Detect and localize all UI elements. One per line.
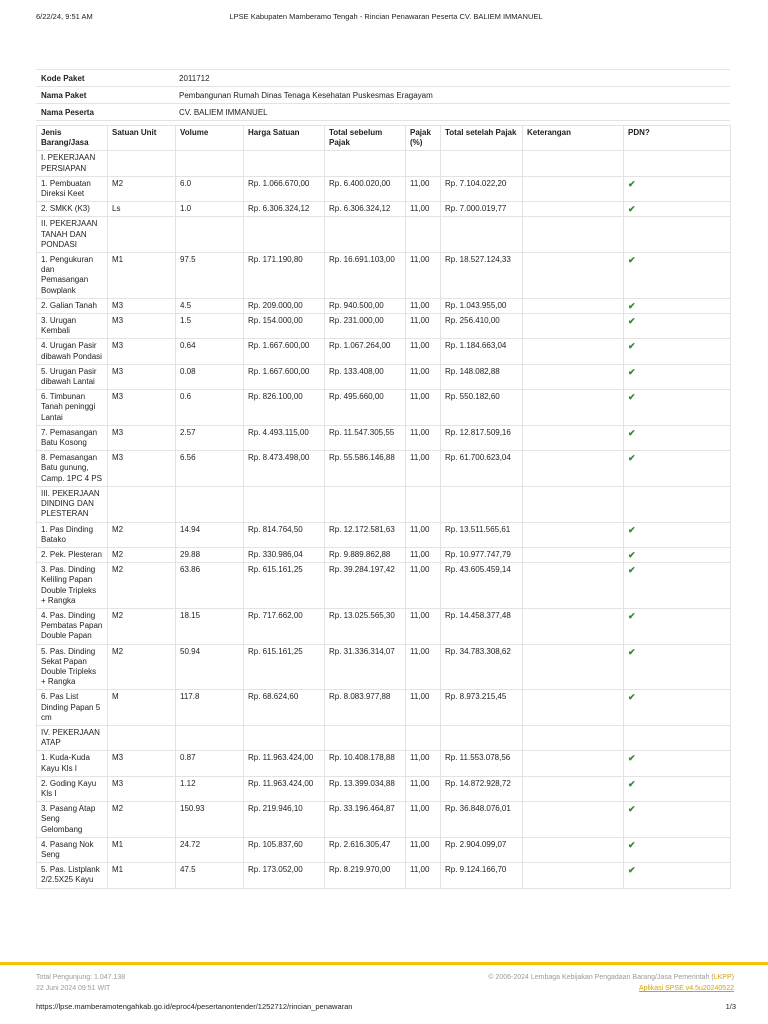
cell-jenis: 5. Pas. Listplank 2/2.5X25 Kayu bbox=[37, 863, 108, 888]
table-row bbox=[37, 425, 731, 450]
cell-satuan: M2 bbox=[108, 522, 176, 547]
cell-pajak: 11,00 bbox=[406, 451, 441, 487]
cell-keterangan bbox=[523, 339, 624, 364]
cell-volume: 1.5 bbox=[176, 314, 244, 339]
cell-pajak: 11,00 bbox=[406, 314, 441, 339]
cell-jenis: 4. Pasang Nok Seng bbox=[37, 837, 108, 862]
cell-jenis: 1. Pas Dinding Batako bbox=[37, 522, 108, 547]
table-row bbox=[37, 486, 731, 522]
table-row bbox=[37, 863, 731, 888]
cell-pajak bbox=[406, 151, 441, 176]
cell-jenis: 3. Pasang Atap Seng Gelombang bbox=[37, 802, 108, 838]
cell-keterangan bbox=[523, 176, 624, 201]
cell-total-setelah bbox=[441, 486, 523, 522]
cell-satuan: M3 bbox=[108, 298, 176, 313]
table-row bbox=[37, 725, 731, 750]
cell-total-sebelum: Rp. 13.399.034,88 bbox=[325, 776, 406, 801]
cell-jenis: I. PEKERJAAN PERSIAPAN bbox=[37, 151, 108, 176]
cell-keterangan bbox=[523, 563, 624, 609]
pdn-check-icon: ✔ bbox=[624, 202, 731, 217]
cell-harga-satuan: Rp. 173.052,00 bbox=[244, 863, 325, 888]
cell-harga-satuan: Rp. 826.100,00 bbox=[244, 390, 325, 426]
cell-harga-satuan: Rp. 717.662,00 bbox=[244, 608, 325, 644]
cell-keterangan bbox=[523, 751, 624, 776]
cell-pdn bbox=[624, 725, 731, 750]
cell-keterangan bbox=[523, 202, 624, 217]
pdn-check-icon: ✔ bbox=[624, 802, 731, 838]
table-body bbox=[37, 151, 731, 888]
cell-pajak bbox=[406, 486, 441, 522]
cell-volume: 150.93 bbox=[176, 802, 244, 838]
cell-satuan: M3 bbox=[108, 314, 176, 339]
cell-harga-satuan: Rp. 6.306.324,12 bbox=[244, 202, 325, 217]
cell-keterangan bbox=[523, 776, 624, 801]
cell-total-sebelum: Rp. 8.219.970,00 bbox=[325, 863, 406, 888]
cell-pajak: 11,00 bbox=[406, 425, 441, 450]
print-url: https://lpse.mamberamotengahkab.go.id/eproc4/pesertanontender/1252712/rincian_penawaran bbox=[36, 1002, 353, 1011]
cell-jenis: 1. Pengukuran dan Pemasangan Bowplank bbox=[37, 253, 108, 299]
app-version-link[interactable]: Aplikasi SPSE v4.5u20240522 bbox=[639, 985, 734, 992]
cell-satuan: M2 bbox=[108, 608, 176, 644]
cell-pajak: 11,00 bbox=[406, 176, 441, 201]
cell-keterangan bbox=[523, 863, 624, 888]
cell-volume: 63.86 bbox=[176, 563, 244, 609]
pdn-check-icon: ✔ bbox=[624, 547, 731, 562]
header-volume: Volume bbox=[176, 126, 244, 151]
print-page-title: LPSE Kabupaten Mamberamo Tengah - Rincian Penawaran Peserta CV. BALIEM IMMANUEL bbox=[229, 12, 543, 21]
cell-total-setelah bbox=[441, 217, 523, 253]
cell-jenis: 6. Pas List Dinding Papan 5 cm bbox=[37, 690, 108, 726]
table-row bbox=[37, 339, 731, 364]
pdn-check-icon: ✔ bbox=[624, 644, 731, 690]
cell-keterangan bbox=[523, 425, 624, 450]
cell-volume: 24.72 bbox=[176, 837, 244, 862]
cell-volume: 97.5 bbox=[176, 253, 244, 299]
offer-items-table bbox=[36, 125, 731, 889]
cell-jenis: 3. Pas. Dinding Keliling Papan Double Tripleks + Rangka bbox=[37, 563, 108, 609]
cell-jenis: 7. Pemasangan Batu Kosong bbox=[37, 425, 108, 450]
info-value: 2011712 bbox=[174, 70, 730, 87]
cell-total-setelah: Rp. 34.783.308,62 bbox=[441, 644, 523, 690]
cell-satuan: M3 bbox=[108, 364, 176, 389]
cell-total-sebelum: Rp. 1.067.264,00 bbox=[325, 339, 406, 364]
cell-total-setelah: Rp. 1.184.663,04 bbox=[441, 339, 523, 364]
header-pajak: Pajak (%) bbox=[406, 126, 441, 151]
cell-total-sebelum bbox=[325, 725, 406, 750]
cell-jenis: 2. Goding Kayu Kls I bbox=[37, 776, 108, 801]
cell-harga-satuan bbox=[244, 486, 325, 522]
cell-satuan bbox=[108, 151, 176, 176]
cell-pajak: 11,00 bbox=[406, 802, 441, 838]
table-row bbox=[37, 751, 731, 776]
cell-volume: 4.5 bbox=[176, 298, 244, 313]
cell-volume: 6.56 bbox=[176, 451, 244, 487]
table-row bbox=[37, 253, 731, 299]
cell-volume bbox=[176, 217, 244, 253]
cell-harga-satuan: Rp. 105.837,60 bbox=[244, 837, 325, 862]
cell-jenis: 8. Pemasangan Batu gunung, Camp. 1PC 4 PS bbox=[37, 451, 108, 487]
cell-satuan: M3 bbox=[108, 339, 176, 364]
cell-satuan: M1 bbox=[108, 863, 176, 888]
print-footer bbox=[36, 1002, 736, 1012]
cell-harga-satuan: Rp. 154.000,00 bbox=[244, 314, 325, 339]
cell-keterangan bbox=[523, 298, 624, 313]
cell-harga-satuan bbox=[244, 217, 325, 253]
cell-keterangan bbox=[523, 802, 624, 838]
cell-jenis: IV. PEKERJAAN ATAP bbox=[37, 725, 108, 750]
footer-left bbox=[36, 972, 125, 994]
pdn-check-icon: ✔ bbox=[624, 339, 731, 364]
cell-total-sebelum bbox=[325, 486, 406, 522]
cell-harga-satuan: Rp. 615.161,25 bbox=[244, 563, 325, 609]
cell-jenis: 5. Pas. Dinding Sekat Papan Double Tripleks + Rangka bbox=[37, 644, 108, 690]
page-number: 1/3 bbox=[725, 1002, 736, 1011]
pdn-check-icon: ✔ bbox=[624, 364, 731, 389]
cell-jenis: 6. Timbunan Tanah peninggi Lantai bbox=[37, 390, 108, 426]
cell-pajak: 11,00 bbox=[406, 690, 441, 726]
cell-volume: 0.64 bbox=[176, 339, 244, 364]
cell-volume bbox=[176, 486, 244, 522]
cell-total-sebelum: Rp. 10.408.178,88 bbox=[325, 751, 406, 776]
table-row bbox=[37, 217, 731, 253]
pdn-check-icon: ✔ bbox=[624, 522, 731, 547]
cell-volume: 2.57 bbox=[176, 425, 244, 450]
table-row bbox=[37, 563, 731, 609]
pdn-check-icon: ✔ bbox=[624, 253, 731, 299]
cell-pajak bbox=[406, 725, 441, 750]
cell-keterangan bbox=[523, 451, 624, 487]
cell-harga-satuan bbox=[244, 725, 325, 750]
cell-total-sebelum: Rp. 8.083.977,88 bbox=[325, 690, 406, 726]
table-row bbox=[37, 202, 731, 217]
lkpp-link[interactable]: LKPP bbox=[713, 974, 732, 981]
pdn-check-icon: ✔ bbox=[624, 176, 731, 201]
cell-satuan bbox=[108, 486, 176, 522]
pdn-check-icon: ✔ bbox=[624, 425, 731, 450]
table-row bbox=[37, 298, 731, 313]
visitor-count: Total Pengunjung: 1.047.138 bbox=[36, 974, 126, 981]
cell-pajak: 11,00 bbox=[406, 837, 441, 862]
cell-jenis: 3. Urugan Kembali bbox=[37, 314, 108, 339]
cell-total-sebelum: Rp. 12.172.581,63 bbox=[325, 522, 406, 547]
cell-total-setelah: Rp. 14.458.377,48 bbox=[441, 608, 523, 644]
table-row bbox=[37, 390, 731, 426]
cell-total-sebelum: Rp. 9.889.862,88 bbox=[325, 547, 406, 562]
cell-keterangan bbox=[523, 837, 624, 862]
cell-volume: 0.87 bbox=[176, 751, 244, 776]
site-footer bbox=[0, 962, 768, 1003]
cell-jenis: 1. Pembuatan Direksi Keet bbox=[37, 176, 108, 201]
cell-total-sebelum: Rp. 16.691.103,00 bbox=[325, 253, 406, 299]
cell-jenis: III. PEKERJAAN DINDING DAN PLESTERAN bbox=[37, 486, 108, 522]
pdn-check-icon: ✔ bbox=[624, 837, 731, 862]
cell-keterangan bbox=[523, 217, 624, 253]
cell-volume: 50.94 bbox=[176, 644, 244, 690]
cell-total-setelah bbox=[441, 151, 523, 176]
cell-total-setelah: Rp. 148.082,88 bbox=[441, 364, 523, 389]
cell-volume: 6.0 bbox=[176, 176, 244, 201]
cell-total-setelah: Rp. 11.553.078,56 bbox=[441, 751, 523, 776]
pdn-check-icon: ✔ bbox=[624, 451, 731, 487]
cell-satuan: M2 bbox=[108, 176, 176, 201]
cell-total-sebelum: Rp. 33.196.464,87 bbox=[325, 802, 406, 838]
cell-total-setelah: Rp. 14.872.928,72 bbox=[441, 776, 523, 801]
table-row bbox=[37, 151, 731, 176]
cell-pajak bbox=[406, 217, 441, 253]
cell-jenis: 2. Pek. Plesteran bbox=[37, 547, 108, 562]
cell-satuan: M1 bbox=[108, 837, 176, 862]
cell-total-setelah: Rp. 7.000.019,77 bbox=[441, 202, 523, 217]
cell-total-setelah: Rp. 13.511.565,61 bbox=[441, 522, 523, 547]
header-pdn: PDN? bbox=[624, 126, 731, 151]
cell-total-setelah: Rp. 10.977.747,79 bbox=[441, 547, 523, 562]
cell-total-setelah: Rp. 1.043.955,00 bbox=[441, 298, 523, 313]
cell-total-sebelum: Rp. 55.586.146,88 bbox=[325, 451, 406, 487]
cell-total-sebelum: Rp. 31.336.314,07 bbox=[325, 644, 406, 690]
cell-keterangan bbox=[523, 151, 624, 176]
cell-keterangan bbox=[523, 253, 624, 299]
footer-datetime: 22 Juni 2024 09:51 WIT bbox=[36, 985, 111, 992]
cell-total-setelah bbox=[441, 725, 523, 750]
cell-volume: 29.88 bbox=[176, 547, 244, 562]
cell-satuan: M2 bbox=[108, 563, 176, 609]
cell-jenis: 5. Urugan Pasir dibawah Lantai bbox=[37, 364, 108, 389]
header-total-sebelum: Total sebelum Pajak bbox=[325, 126, 406, 151]
cell-total-sebelum: Rp. 133.408,00 bbox=[325, 364, 406, 389]
cell-satuan: Ls bbox=[108, 202, 176, 217]
cell-keterangan bbox=[523, 725, 624, 750]
cell-total-sebelum: Rp. 11.547.305,55 bbox=[325, 425, 406, 450]
cell-total-sebelum: Rp. 13.025.565,30 bbox=[325, 608, 406, 644]
cell-harga-satuan: Rp. 1.667.600,00 bbox=[244, 364, 325, 389]
cell-total-sebelum: Rp. 495.660,00 bbox=[325, 390, 406, 426]
table-row bbox=[37, 837, 731, 862]
cell-harga-satuan: Rp. 11.963.424,00 bbox=[244, 751, 325, 776]
cell-total-setelah: Rp. 8.973.215,45 bbox=[441, 690, 523, 726]
cell-satuan: M3 bbox=[108, 390, 176, 426]
cell-keterangan bbox=[523, 486, 624, 522]
table-row bbox=[37, 314, 731, 339]
cell-pajak: 11,00 bbox=[406, 298, 441, 313]
pdn-check-icon: ✔ bbox=[624, 608, 731, 644]
cell-volume: 18.15 bbox=[176, 608, 244, 644]
cell-harga-satuan: Rp. 1.667.600,00 bbox=[244, 339, 325, 364]
cell-satuan: M3 bbox=[108, 776, 176, 801]
cell-keterangan bbox=[523, 644, 624, 690]
info-row bbox=[36, 104, 730, 121]
package-info-table bbox=[36, 69, 730, 121]
cell-total-setelah: Rp. 43.605.459,14 bbox=[441, 563, 523, 609]
cell-keterangan bbox=[523, 690, 624, 726]
pdn-check-icon: ✔ bbox=[624, 563, 731, 609]
header-jenis: Jenis Barang/Jasa bbox=[37, 126, 108, 151]
header-satuan: Satuan Unit bbox=[108, 126, 176, 151]
footer-copyright-line: © 2006-2024 Lembaga Kebijakan Pengadaan Barang/Jasa Pemerintah (LKPP) bbox=[488, 974, 734, 981]
cell-jenis: 4. Pas. Dinding Pembatas Papan Double Papan bbox=[37, 608, 108, 644]
cell-total-sebelum bbox=[325, 151, 406, 176]
cell-keterangan bbox=[523, 608, 624, 644]
info-label: Nama Paket bbox=[36, 87, 174, 104]
pdn-check-icon: ✔ bbox=[624, 314, 731, 339]
cell-pajak: 11,00 bbox=[406, 364, 441, 389]
cell-pajak: 11,00 bbox=[406, 563, 441, 609]
cell-volume: 117.8 bbox=[176, 690, 244, 726]
info-row bbox=[36, 70, 730, 87]
cell-total-setelah: Rp. 9.124.166,70 bbox=[441, 863, 523, 888]
cell-total-sebelum: Rp. 2.616.305,47 bbox=[325, 837, 406, 862]
table-row bbox=[37, 802, 731, 838]
table-row bbox=[37, 364, 731, 389]
cell-pajak: 11,00 bbox=[406, 776, 441, 801]
cell-volume bbox=[176, 725, 244, 750]
cell-total-setelah: Rp. 36.848.076,01 bbox=[441, 802, 523, 838]
cell-pajak: 11,00 bbox=[406, 863, 441, 888]
table-row bbox=[37, 451, 731, 487]
cell-pdn bbox=[624, 486, 731, 522]
cell-volume: 0.6 bbox=[176, 390, 244, 426]
cell-total-setelah: Rp. 550.182,60 bbox=[441, 390, 523, 426]
info-value: Pembangunan Rumah Dinas Tenaga Kesehatan Puskesmas Eragayam bbox=[174, 87, 730, 104]
header-harga: Harga Satuan bbox=[244, 126, 325, 151]
cell-total-sebelum: Rp. 940.500,00 bbox=[325, 298, 406, 313]
table-row bbox=[37, 547, 731, 562]
cell-harga-satuan: Rp. 1.066.670,00 bbox=[244, 176, 325, 201]
cell-jenis: 4. Urugan Pasir dibawah Pondasi bbox=[37, 339, 108, 364]
cell-total-sebelum: Rp. 231.000,00 bbox=[325, 314, 406, 339]
info-value: CV. BALIEM IMMANUEL bbox=[174, 104, 730, 121]
cell-pajak: 11,00 bbox=[406, 522, 441, 547]
copyright-text: © 2006-2024 Lembaga Kebijakan Pengadaan Barang/Jasa Pemerintah bbox=[488, 974, 710, 981]
cell-volume bbox=[176, 151, 244, 176]
cell-harga-satuan bbox=[244, 151, 325, 176]
table-row bbox=[37, 176, 731, 201]
cell-satuan bbox=[108, 725, 176, 750]
cell-total-setelah: Rp. 2.904.099,07 bbox=[441, 837, 523, 862]
cell-satuan: M3 bbox=[108, 425, 176, 450]
cell-harga-satuan: Rp. 814.764,50 bbox=[244, 522, 325, 547]
info-label: Kode Paket bbox=[36, 70, 174, 87]
cell-keterangan bbox=[523, 314, 624, 339]
cell-total-sebelum bbox=[325, 217, 406, 253]
cell-satuan: M bbox=[108, 690, 176, 726]
cell-harga-satuan: Rp. 209.000,00 bbox=[244, 298, 325, 313]
cell-total-sebelum: Rp. 6.400.020,00 bbox=[325, 176, 406, 201]
cell-keterangan bbox=[523, 522, 624, 547]
cell-pajak: 11,00 bbox=[406, 253, 441, 299]
info-row bbox=[36, 87, 730, 104]
cell-satuan: M2 bbox=[108, 547, 176, 562]
cell-satuan: M1 bbox=[108, 253, 176, 299]
cell-total-setelah: Rp. 12.817.509,16 bbox=[441, 425, 523, 450]
cell-pdn bbox=[624, 151, 731, 176]
cell-total-setelah: Rp. 61.700.623,04 bbox=[441, 451, 523, 487]
cell-harga-satuan: Rp. 615.161,25 bbox=[244, 644, 325, 690]
cell-harga-satuan: Rp. 171.190,80 bbox=[244, 253, 325, 299]
table-row bbox=[37, 522, 731, 547]
cell-jenis: 2. Galian Tanah bbox=[37, 298, 108, 313]
cell-pajak: 11,00 bbox=[406, 751, 441, 776]
cell-jenis: II. PEKERJAAN TANAH DAN PONDASI bbox=[37, 217, 108, 253]
cell-pdn bbox=[624, 217, 731, 253]
table-row bbox=[37, 608, 731, 644]
print-timestamp: 6/22/24, 9:51 AM bbox=[36, 12, 93, 21]
cell-pajak: 11,00 bbox=[406, 644, 441, 690]
cell-pajak: 11,00 bbox=[406, 547, 441, 562]
footer-right bbox=[488, 972, 734, 994]
cell-satuan: M3 bbox=[108, 751, 176, 776]
info-label: Nama Peserta bbox=[36, 104, 174, 121]
cell-total-setelah: Rp. 256.410,00 bbox=[441, 314, 523, 339]
cell-volume: 14.94 bbox=[176, 522, 244, 547]
table-row bbox=[37, 644, 731, 690]
cell-satuan: M2 bbox=[108, 802, 176, 838]
pdn-check-icon: ✔ bbox=[624, 751, 731, 776]
cell-satuan: M2 bbox=[108, 644, 176, 690]
pdn-check-icon: ✔ bbox=[624, 390, 731, 426]
pdn-check-icon: ✔ bbox=[624, 863, 731, 888]
cell-harga-satuan: Rp. 4.493.115,00 bbox=[244, 425, 325, 450]
table-row bbox=[37, 690, 731, 726]
cell-total-sebelum: Rp. 6.306.324,12 bbox=[325, 202, 406, 217]
cell-satuan: M3 bbox=[108, 451, 176, 487]
cell-pajak: 11,00 bbox=[406, 390, 441, 426]
cell-keterangan bbox=[523, 547, 624, 562]
pdn-check-icon: ✔ bbox=[624, 690, 731, 726]
table-header-row bbox=[37, 126, 731, 151]
cell-harga-satuan: Rp. 330.986,04 bbox=[244, 547, 325, 562]
cell-total-setelah: Rp. 7.104.022,20 bbox=[441, 176, 523, 201]
cell-pajak: 11,00 bbox=[406, 339, 441, 364]
cell-volume: 0.08 bbox=[176, 364, 244, 389]
table-row bbox=[37, 776, 731, 801]
cell-harga-satuan: Rp. 8.473.498,00 bbox=[244, 451, 325, 487]
pdn-check-icon: ✔ bbox=[624, 298, 731, 313]
pdn-check-icon: ✔ bbox=[624, 776, 731, 801]
cell-harga-satuan: Rp. 68.624,60 bbox=[244, 690, 325, 726]
cell-volume: 1.0 bbox=[176, 202, 244, 217]
cell-harga-satuan: Rp. 219.946,10 bbox=[244, 802, 325, 838]
cell-volume: 1.12 bbox=[176, 776, 244, 801]
cell-jenis: 1. Kuda-Kuda Kayu Kls I bbox=[37, 751, 108, 776]
cell-keterangan bbox=[523, 390, 624, 426]
cell-pajak: 11,00 bbox=[406, 608, 441, 644]
cell-pajak: 11,00 bbox=[406, 202, 441, 217]
cell-satuan bbox=[108, 217, 176, 253]
cell-total-setelah: Rp. 18.527.124,33 bbox=[441, 253, 523, 299]
cell-keterangan bbox=[523, 364, 624, 389]
header-keterangan: Keterangan bbox=[523, 126, 624, 151]
cell-total-sebelum: Rp. 39.284.197,42 bbox=[325, 563, 406, 609]
cell-harga-satuan: Rp. 11.963.424,00 bbox=[244, 776, 325, 801]
cell-jenis: 2. SMKK (K3) bbox=[37, 202, 108, 217]
print-header bbox=[36, 12, 736, 24]
header-total-setelah: Total setelah Pajak bbox=[441, 126, 523, 151]
cell-volume: 47.5 bbox=[176, 863, 244, 888]
